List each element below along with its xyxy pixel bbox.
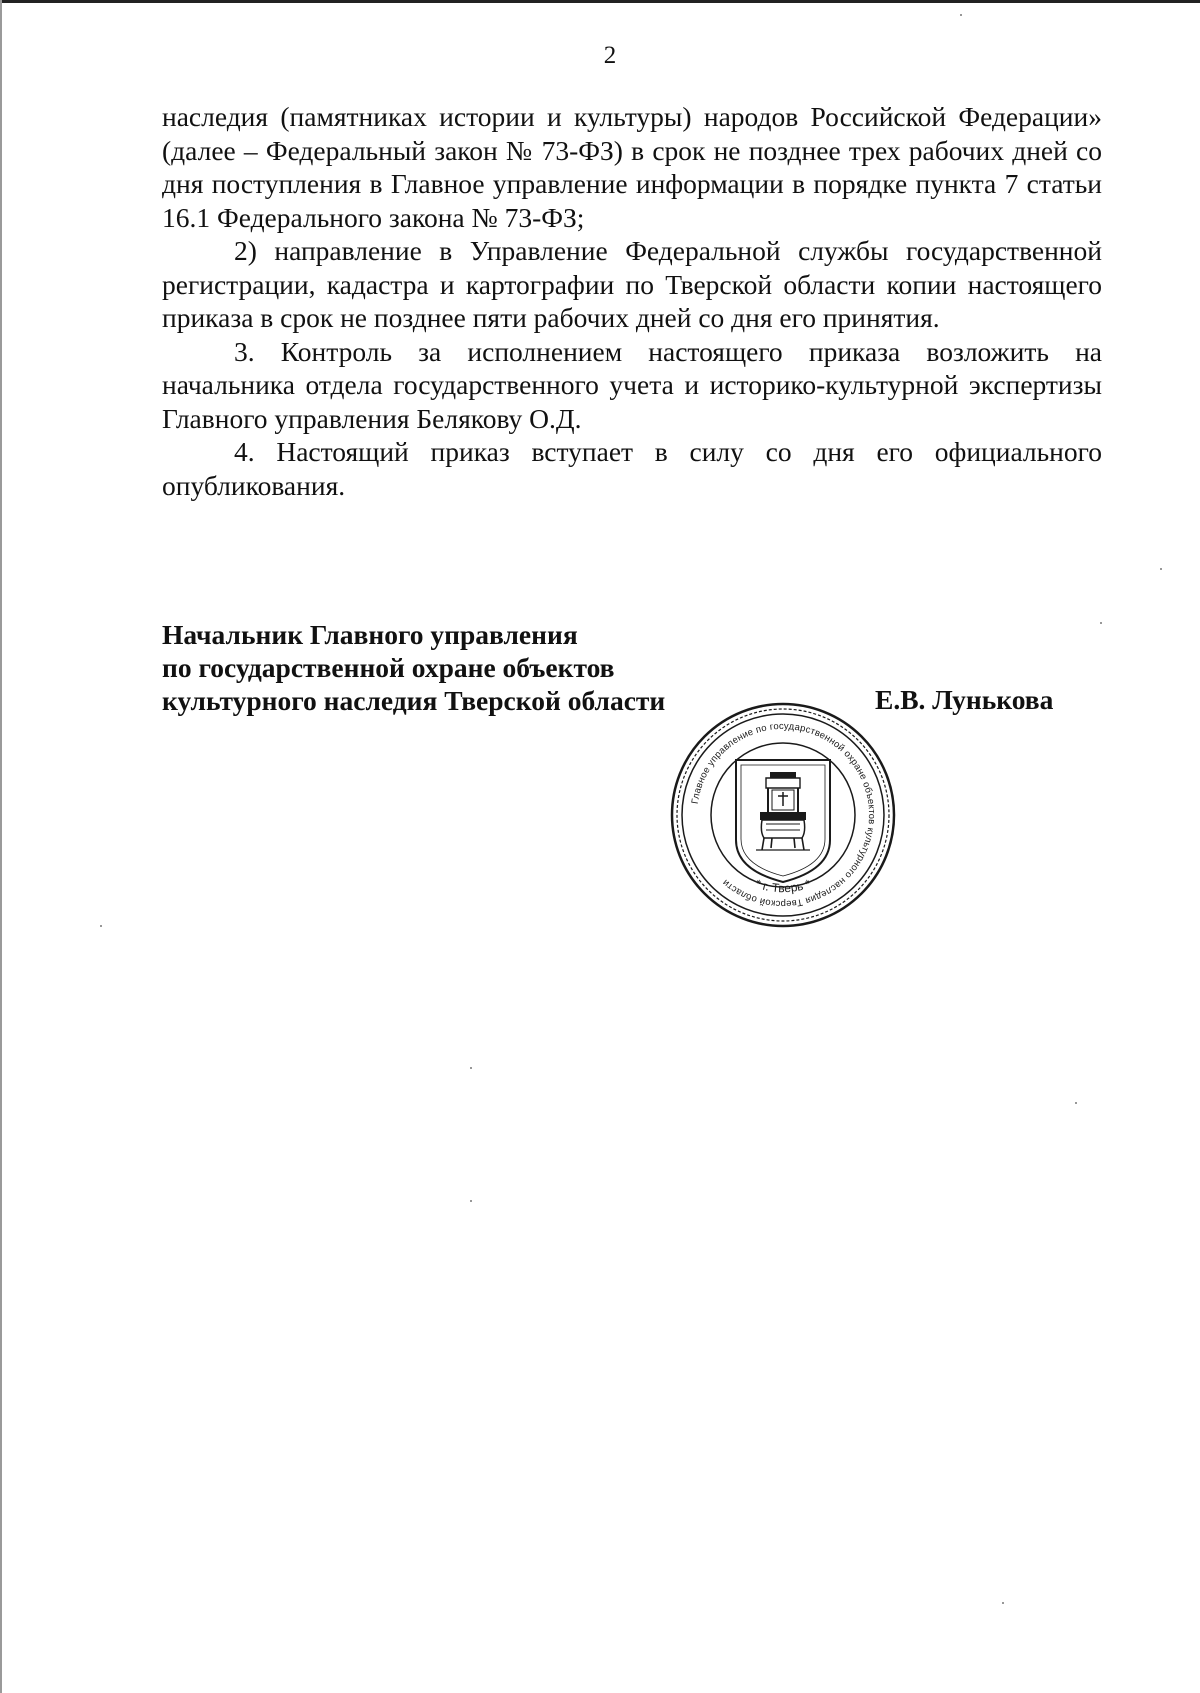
scan-speck — [1100, 622, 1102, 624]
paragraph-item-2: 2) направление в Управление Федеральной службы государственной регистрации, кадастра и картографии по Тверской области копии настоящего приказа в срок не позднее пяти рабочих дней со дня его принятия. — [162, 235, 1102, 333]
document-body — [162, 100, 1102, 502]
scan-speck — [470, 1200, 472, 1202]
official-seal-stamp — [668, 700, 898, 930]
scan-speck — [1002, 1602, 1004, 1604]
signature-title-line-3: культурного наследия Тверской области — [162, 685, 666, 716]
left-border-line — [0, 0, 2, 1693]
top-border-line — [0, 0, 1200, 3]
signer-name: Е.В. Лунькова — [875, 684, 1054, 715]
seal-ring-text: Главное управление по государственной охране объектов культурного наследия Тверской области — [689, 720, 878, 910]
signature-title-line-2: по государственной охране объектов — [162, 652, 615, 683]
page-number: 2 — [603, 42, 617, 69]
scan-speck — [100, 925, 102, 927]
signature-title-line-1: Начальник Главного управления — [162, 619, 578, 650]
seal-city-text: * г. Тверь * — [753, 876, 813, 896]
scan-speck — [960, 14, 962, 16]
svg-text:* г. Тверь * — [753, 876, 812, 895]
scan-speck — [470, 1067, 472, 1069]
paragraph-item-4: 4. Настоящий приказ вступает в силу со дня его официального опубликования. — [162, 436, 1102, 501]
paragraph-item-3: 3. Контроль за исполнением настоящего приказа возложить на начальника отдела государственного учета и историко-культурной экспертизы Главного управления Белякову О.Д. — [162, 335, 1102, 434]
paragraph-continuation: наследия (памятниках истории и культуры) народов Российской Федерации» (далее – Федеральный закон № 73-ФЗ) в срок не позднее трех рабочих дней со дня поступления в Главное управление информации в порядке пункта 7 статьи 16.1 Федерального закона № 73-ФЗ; — [162, 101, 1102, 233]
scan-speck — [1075, 1102, 1077, 1104]
scan-speck — [1160, 568, 1162, 570]
